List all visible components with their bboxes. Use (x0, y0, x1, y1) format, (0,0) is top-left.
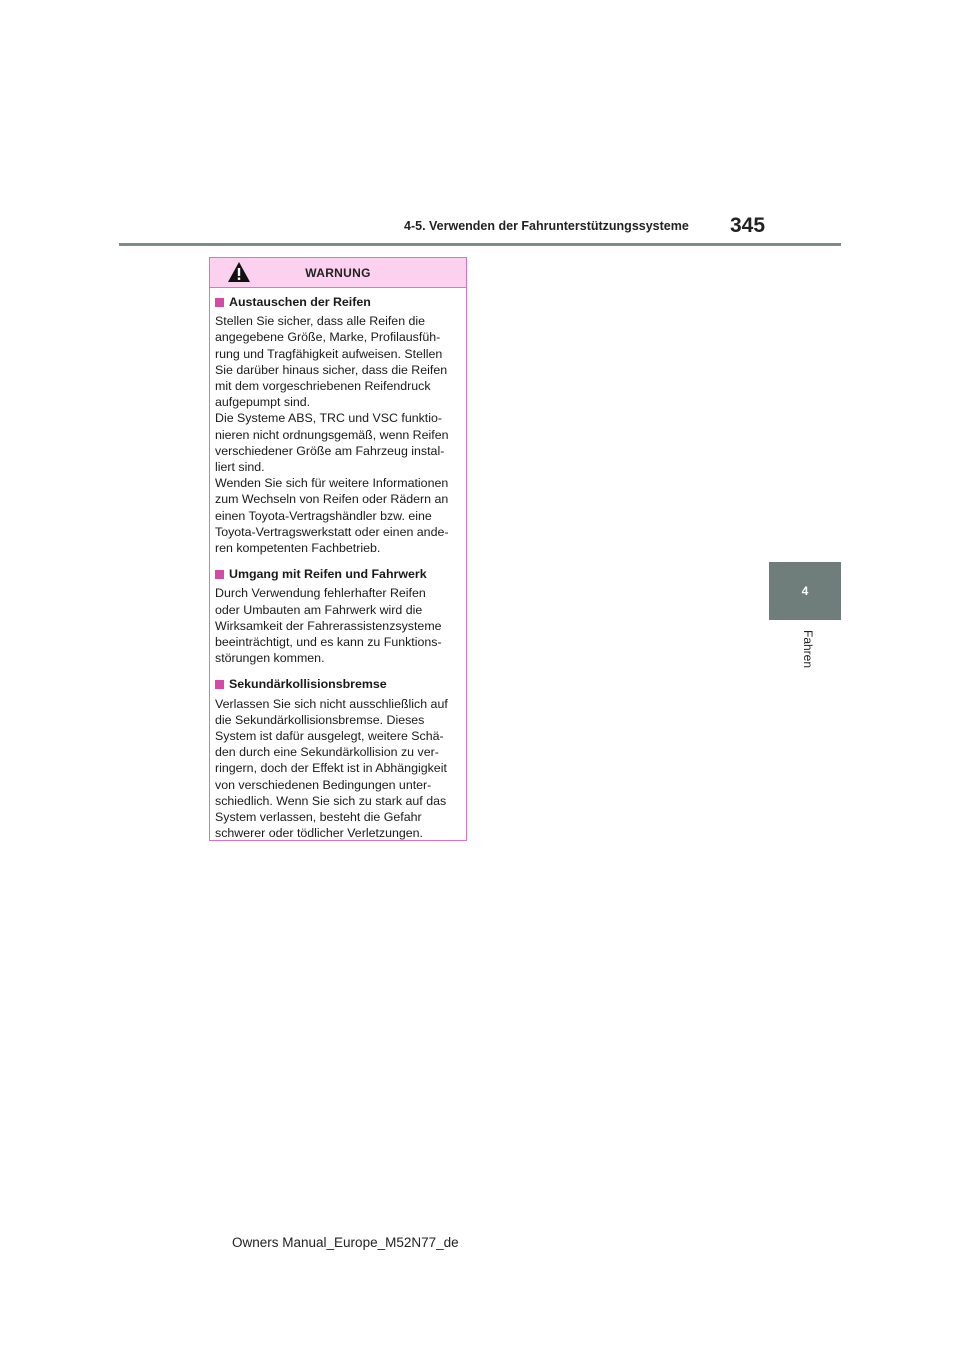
header-divider (119, 243, 841, 246)
bullet-square-icon (215, 680, 224, 689)
section-text: Stellen Sie sicher, dass alle Reifen die angegebene Größe, Marke, Profilausfüh- rung und Tragfähigkeit aufweisen. Stellen Sie darüber hinaus sicher, dass die Reifen mit dem vorgeschriebenen Reifendruck aufgepumpt sind. Die Systeme ABS, TRC und VSC funktio- nieren nicht ordnungsgemäß, wenn Reifen verschiedener Größe am Fahrzeug instal- liert sind. Wenden Sie sich für weitere Informationen zum Wechseln von Reifen oder Rädern an einen Toyota-Vertragshändler bzw. eine Toyota-Vertragswerkstatt oder einen ande- ren kompetenten Fachbetrieb. (215, 314, 449, 556)
section-heading-text: Sekundärkollisionsbremse (229, 677, 387, 692)
bullet-square-icon (215, 570, 224, 579)
chapter-number: 4 (801, 584, 809, 598)
section-heading (215, 566, 461, 582)
section-title: 4-5. Verwenden der Fahrunterstützungssysteme (404, 219, 689, 233)
warning-title: WARNUNG (305, 265, 371, 280)
section-heading (215, 676, 461, 692)
chapter-label: Fahren (801, 630, 815, 669)
warning-box (209, 257, 467, 841)
chapter-tab[interactable] (769, 562, 841, 620)
section-heading-text: Austauschen der Reifen (229, 295, 371, 309)
warning-section (215, 294, 461, 556)
warning-section (215, 566, 461, 666)
bullet-square-icon (215, 298, 224, 307)
page-number: 345 (730, 214, 766, 237)
warning-header (210, 258, 466, 288)
section-heading (215, 294, 461, 310)
section-text: Durch Verwendung fehlerhafter Reifen oder Umbauten am Fahrwerk wird die Wirksamkeit der Fahrerassistenzsysteme beeinträchtigt, und es kann zu Funktions- störungen kommen. (215, 586, 442, 666)
warning-section (215, 676, 461, 841)
section-heading-text: Umgang mit Reifen und Fahrwerk (229, 567, 427, 582)
warning-triangle-icon (227, 261, 251, 283)
section-text: Verlassen Sie sich nicht ausschließlich auf die Sekundärkollisionsbremse. Dieses System ist dafür ausgelegt, weitere Schä- den durch eine Sekundärkollision zu ver- ringern, doch der Effekt ist in Abhängigkeit von verschiedenen Bedingungen unter- schiedlich. Wenn Sie sich zu stark auf das System verlassen, besteht die Gefahr schwerer oder tödlicher Verletzungen. (215, 696, 448, 841)
footer-doc-id: Owners Manual_Europe_M52N77_de (232, 1235, 459, 1250)
warning-body (210, 288, 466, 842)
